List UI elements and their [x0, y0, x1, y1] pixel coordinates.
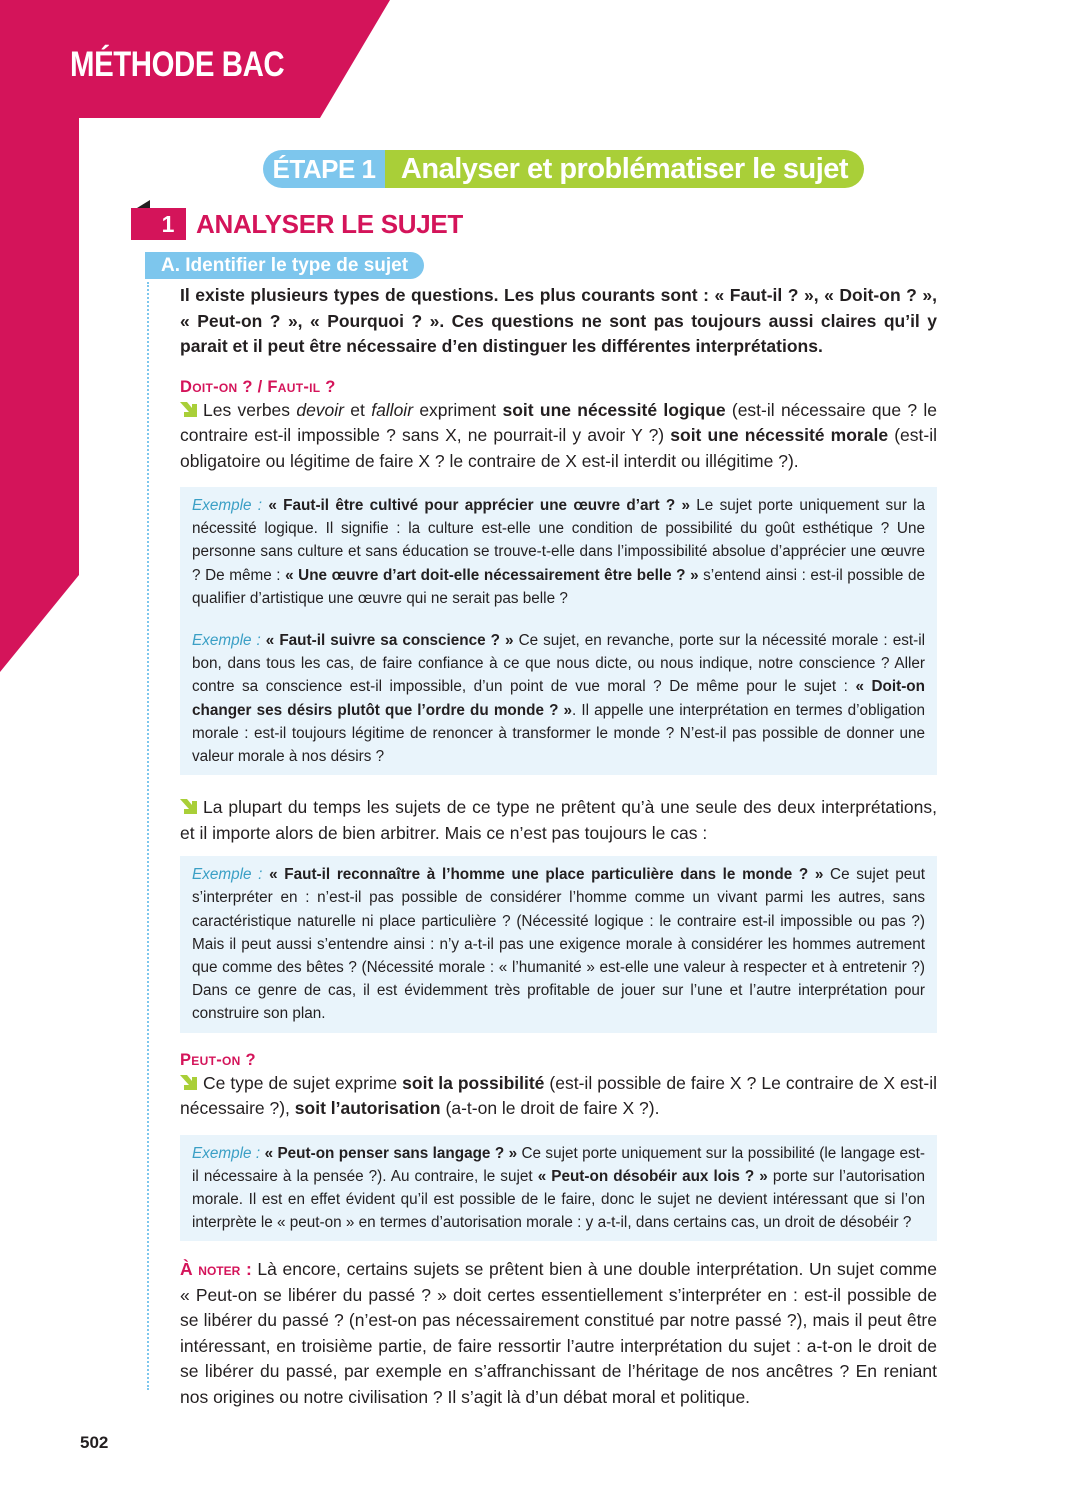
- example-question: « Doit-on changer ses désirs plutôt que l’ordre du monde ? »: [192, 678, 925, 719]
- example-question: « Faut-il suivre sa conscience ? »: [260, 632, 514, 650]
- note-text: Là encore, certains sujets se prêtent bien à une double interprétation. Un sujet comme « Peut-on se libérer du passé ? » doit certes essentiellement s’interpréter en : est-il possible de se libérer du passé ? (n’est-on pas nécessairement constitué par notre passé ?), mais il peut être intéressant, en troisième partie, de faire ressortir l’autre interprétation du sujet : a-t-on le droit de se libérer du passé, par exemple en s’affranchissant de l’héritage de nos ancêtres ? En reniant nos origines ou notre civilisation ? Il s’agit là d’un débat moral et politique.: [180, 1259, 937, 1407]
- example-box: [180, 1135, 937, 1242]
- example-label: Exemple :: [192, 866, 263, 884]
- example-question: « Faut-il reconnaître à l’homme une place particulière dans le monde ? »: [262, 866, 824, 884]
- etape-title: Analyser et problématiser le sujet: [385, 150, 864, 188]
- example-text: Le sujet porte uniquement sur la nécessité logique. Il signifie : la culture est-elle une condition de possibilité du goût esthétique ? Une personne sans culture et sans éducation se trouve-t-elle dans l’impossibilité absolue d’apprécier une œuvre ? De même :: [192, 497, 925, 584]
- note-paragraph: [180, 1257, 937, 1410]
- section-marker-icon: [131, 200, 151, 240]
- text-seg: (est-il possible de faire X ? Le contraire de X est-il nécessaire ?),: [180, 1072, 938, 1119]
- example-question: « Peut-on penser sans langage ? »: [260, 1144, 518, 1162]
- example-text: s’entend ainsi : est-il possible de qualifier d’artistique une œuvre qui ne serait pas belle ?: [192, 566, 925, 607]
- text-seg: La plupart du temps les sujets de ce type ne prêtent qu’à une seule des deux interprétations, et il importe alors de bien arbitrer. Mais ce n’est pas toujours le cas :: [180, 797, 937, 843]
- note-label: À noter :: [180, 1259, 252, 1280]
- example-text: Ce sujet peut s’interpréter en : n’est-il pas possible de considérer l’homme comme un vivant parmi les autres, sans caractéristique naturelle ni place particulière ? (Nécessité logique : le contraire est-il impossible ou pas ?) Mais il peut aussi s’entendre ainsi : n’y a-t-il pas une exigence morale à considérer les hommes autrement que comme des bêtes ? (Nécessité morale : « l’humanité » est-elle une valeur à respecter et à entretenir ?) Dans ce genre de cas, il est évidemment très profitable de jouer sur l’une et l’autre interprétation pour construire son plan.: [192, 866, 926, 1023]
- section-title: ANALYSER LE SUJET: [196, 209, 463, 239]
- page-number: 502: [80, 1433, 109, 1452]
- text-seg: Les verbes: [203, 399, 297, 420]
- dotted-margin-line: [147, 282, 149, 1390]
- example-label: Exemple :: [192, 1144, 261, 1162]
- text-seg: soit l’autorisation: [294, 1098, 441, 1119]
- banner-title: MÉTHODE BAC: [70, 45, 285, 84]
- example-question: « Une œuvre d’art doit-elle nécessairement être belle ? »: [285, 566, 699, 584]
- example-question: « Peut-on désobéir aux lois ? »: [537, 1167, 768, 1185]
- example-box: [180, 487, 937, 617]
- section-number: 1: [150, 208, 186, 240]
- example-label: Exemple :: [192, 632, 261, 650]
- main-content: [180, 283, 937, 1410]
- example-text: Ce sujet, en revanche, porte sur la nécessité morale : est-il bon, dans tous les cas, de faire confiance à ce que nous dicte, ou nous indique, notre conscience ? Aller contre sa conscience est-il impossible, d’un point de vue moral ? De même pour le sujet :: [192, 632, 926, 696]
- arrow-icon: [180, 1075, 197, 1090]
- example-box: [180, 617, 937, 775]
- text-seg: devoir: [296, 399, 345, 420]
- example-text: porte sur l’autorisation morale. Il est en effet évident qu’il est possible de le faire, donc le sujet ne devient intéressant que si l’on interprète le « peut-on » en termes d’autorisation morale : y a-t-il, dans certains cas, un droit de désobéir ?: [192, 1167, 925, 1232]
- text-seg: expriment: [413, 399, 503, 420]
- example-question: « Faut-il être cultivé pour apprécier une œuvre d’art ? »: [262, 497, 690, 514]
- doit-on-paragraph-2: [180, 795, 937, 846]
- text-seg: falloir: [371, 399, 414, 420]
- example-box: [180, 856, 937, 1032]
- arrow-icon: [180, 402, 197, 417]
- peut-on-paragraph: [180, 1071, 937, 1122]
- example-text: . Il appelle une interprétation en termes d’obligation morale : est-il toujours légitime de renoncer à transformer le monde ? N’est-il pas possible de donner une valeur morale à nos désirs ?: [192, 701, 925, 766]
- arrow-icon: [180, 799, 197, 814]
- heading-doit-on: Doit-on ? / Faut-il ?: [180, 377, 336, 396]
- text-seg: soit une nécessité logique: [502, 399, 726, 420]
- example-text: Ce sujet porte uniquement sur la possibilité (le langage est-il nécessaire à la pensée ?). Au contraire, le sujet: [192, 1144, 925, 1185]
- text-seg: soit une nécessité morale: [670, 425, 889, 445]
- text-seg: (est-il nécessaire que ? le contraire est-il impossible ? sans X, ne pourrait-il y avoir Y ?): [180, 399, 938, 445]
- text-seg: (est-il obligatoire ou légitime de faire X ? le contraire de X est-il interdit ou illégitime ?).: [180, 425, 937, 471]
- doit-on-paragraph: [180, 398, 937, 475]
- subsection-title: A. Identifier le type de sujet: [145, 252, 424, 279]
- text-seg: soit la possibilité: [402, 1072, 545, 1093]
- text-seg: et: [344, 399, 372, 420]
- etape-number: ÉTAPE 1: [263, 150, 385, 188]
- intro-text: Il existe plusieurs types de questions. Les plus courants sont : « Faut-il ? », « Doit-on ? », « Peut-on ? », « Pourquoi ? ». Ces questions ne sont pas toujours aussi claires qu’il y parait et il peut être nécessaire d’en distinguer les différentes interprétations.: [180, 285, 937, 356]
- heading-peut-on: Peut-on ?: [180, 1050, 256, 1069]
- text-seg: (a-t-on le droit de faire X ?).: [440, 1098, 660, 1119]
- example-label: Exemple :: [192, 497, 263, 514]
- text-seg: Ce type de sujet exprime: [203, 1072, 403, 1093]
- etape-banner: [263, 150, 864, 188]
- intro-paragraph: [180, 283, 937, 360]
